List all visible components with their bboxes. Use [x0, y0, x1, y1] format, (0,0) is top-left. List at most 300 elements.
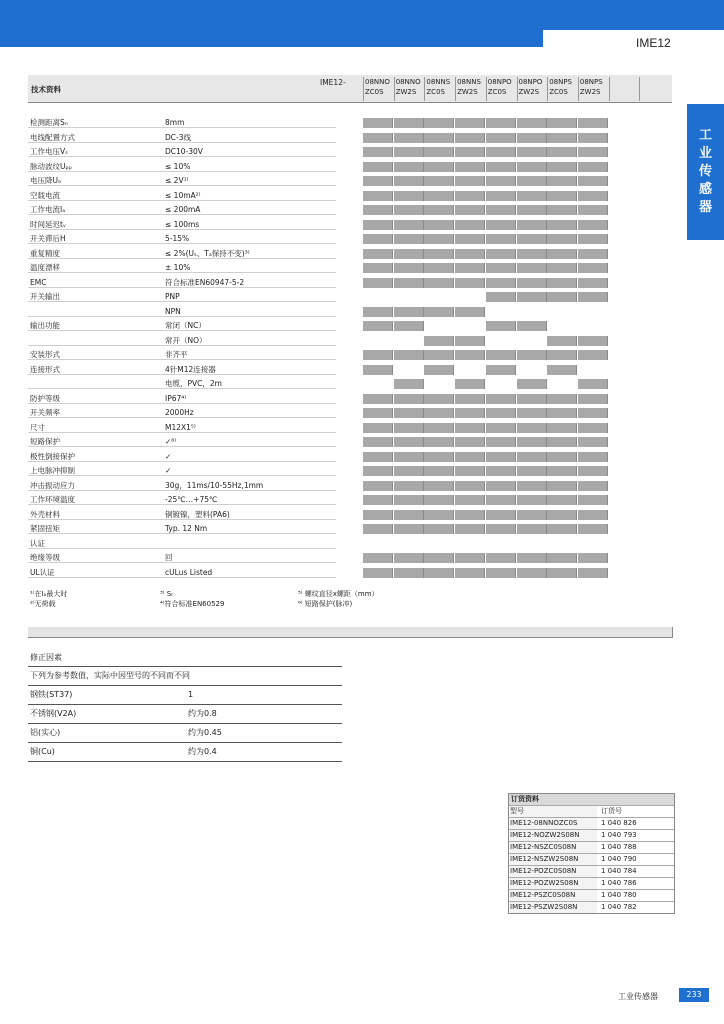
row-rule [28, 533, 336, 534]
spec-label: UL认证 [30, 567, 55, 577]
applicability-cell [424, 423, 454, 433]
spec-value: 30g，11ms/10-55Hz,1mm [165, 480, 264, 490]
footnote: ²⁾无荷载 [30, 600, 56, 608]
applicability-cell [547, 133, 577, 143]
row-rule [28, 417, 336, 418]
applicability-cell [578, 278, 608, 288]
applicability-cell [486, 234, 516, 244]
spec-value: PNP [165, 292, 180, 301]
spec-row [28, 320, 672, 331]
applicability-cell [424, 133, 454, 143]
spec-label: 极性倒接保护 [30, 451, 75, 461]
applicability-cell [578, 379, 608, 389]
applicability-cell [547, 249, 577, 259]
material: 不锈钢(V2A) [30, 709, 77, 718]
applicability-cell [424, 234, 454, 244]
order-model: IME12-PSZW2S08N [510, 902, 597, 913]
applicability-cell [424, 220, 454, 230]
applicability-cell [424, 191, 454, 201]
applicability-cell [486, 524, 516, 534]
applicability-cell [578, 510, 608, 520]
spec-row [28, 146, 672, 157]
applicability-cell [394, 176, 424, 186]
applicability-cell [547, 191, 577, 201]
applicability-cell [394, 118, 424, 128]
applicability-cell [486, 118, 516, 128]
applicability-cell [486, 292, 516, 302]
row-rule [28, 403, 336, 404]
applicability-cell [578, 524, 608, 534]
footnote: ¹⁾在Iₐ最大时 [30, 590, 68, 598]
applicability-cell [547, 510, 577, 520]
order-row [509, 901, 674, 913]
applicability-cell [394, 510, 424, 520]
order-model: IME12-PSZC0S08N [510, 890, 597, 901]
order-row [509, 841, 674, 853]
applicability-cell [578, 466, 608, 476]
applicability-cell [363, 249, 393, 259]
spec-row [28, 480, 672, 491]
order-number: 1 040 782 [601, 903, 637, 911]
footer-section: 工业传感器 [618, 992, 658, 1001]
applicability-cell [547, 234, 577, 244]
applicability-cell [363, 321, 393, 331]
applicability-cell [547, 394, 577, 404]
applicability-cell [517, 133, 547, 143]
correction-row [28, 685, 342, 704]
applicability-cell [486, 466, 516, 476]
applicability-cell [517, 278, 547, 288]
applicability-cell [547, 278, 577, 288]
spec-label: 认证 [30, 538, 45, 548]
applicability-cell [486, 365, 516, 375]
applicability-cell [517, 510, 547, 520]
spec-value: Typ. 12 Nm [165, 524, 208, 533]
spec-label: 工作电流Iₐ [30, 205, 66, 214]
row-rule [28, 200, 336, 201]
order-number: 1 040 780 [601, 891, 637, 899]
order-number: 1 040 790 [601, 855, 637, 863]
spec-value: NPN [165, 306, 181, 316]
row-rule [28, 345, 336, 346]
spec-value: ≤ 2%(Uₛ、Tₐ保持不变)³⁾ [165, 248, 250, 258]
applicability-cell [578, 408, 608, 418]
applicability-cell [394, 263, 424, 273]
spec-label: 脉动波纹Uₚₚ [30, 161, 72, 171]
applicability-cell [578, 118, 608, 128]
footnote: ³⁾ Sᵣ [160, 590, 174, 598]
spec-label: 温度漂移 [30, 263, 60, 272]
applicability-cell [547, 292, 577, 302]
applicability-cell [424, 495, 454, 505]
applicability-cell [394, 437, 424, 447]
applicability-cell [394, 307, 424, 317]
applicability-cell [394, 205, 424, 215]
spec-value: cULus Listed [165, 567, 213, 577]
applicability-cell [486, 147, 516, 157]
spec-label: 紧固扭矩 [30, 524, 60, 533]
applicability-cell [517, 321, 547, 331]
applicability-cell [394, 278, 424, 288]
correction-note-row [28, 666, 342, 685]
applicability-cell [394, 249, 424, 259]
applicability-cell [394, 234, 424, 244]
spec-row [28, 204, 672, 215]
applicability-cell [424, 147, 454, 157]
spec-value: ≤ 200mA [165, 205, 201, 214]
page-number: 233 [679, 988, 709, 1002]
column-header: 08NNS ZW2S [455, 77, 487, 101]
applicability-cell [394, 350, 424, 360]
applicability-cell [547, 350, 577, 360]
applicability-cell [517, 394, 547, 404]
spec-row [28, 523, 672, 534]
applicability-cell [424, 118, 454, 128]
column-header: 08NPS ZW2S [578, 77, 610, 101]
spec-label: 电线配置方式 [30, 132, 75, 142]
spec-row [28, 132, 672, 143]
spec-value: ✓ [165, 466, 172, 475]
spec-value: 2000Hz [165, 408, 194, 417]
applicability-cell [517, 191, 547, 201]
correction-row [28, 723, 342, 742]
column-header: 08NPS ZC0S [547, 77, 579, 101]
applicability-cell [394, 466, 424, 476]
column-header: 08NNO ZW2S [394, 77, 426, 101]
applicability-cell [578, 263, 608, 273]
applicability-cell [455, 568, 485, 578]
spec-row [28, 422, 672, 433]
applicability-cell [455, 205, 485, 215]
applicability-cell [517, 423, 547, 433]
order-model: IME12-NSZW2S08N [510, 854, 597, 865]
applicability-cell [363, 176, 393, 186]
applicability-cell [578, 336, 608, 346]
applicability-cell [486, 278, 516, 288]
footnote: ⁵⁾ 螺纹直径x螺距（mm） [298, 590, 379, 598]
applicability-cell [424, 263, 454, 273]
spec-row [28, 407, 672, 418]
order-number: 1 040 786 [601, 879, 637, 887]
row-rule [28, 229, 336, 230]
applicability-cell [517, 408, 547, 418]
footnote: ⁶⁾ 短路保护(脉冲) [298, 600, 353, 608]
order-col-number: 订货号 [601, 807, 622, 815]
spec-label: 开关输出 [30, 292, 60, 301]
applicability-cell [578, 220, 608, 230]
applicability-cell [394, 408, 424, 418]
applicability-cell [455, 350, 485, 360]
applicability-cell [455, 307, 485, 317]
applicability-cell [363, 365, 393, 375]
applicability-cell [578, 249, 608, 259]
applicability-cell [578, 423, 608, 433]
spec-value: 非齐平 [165, 350, 188, 359]
column-header: 08NPO ZC0S [486, 77, 518, 101]
spec-label: 外壳材料 [30, 509, 60, 519]
applicability-cell [363, 162, 393, 172]
order-row [509, 853, 674, 865]
applicability-cell [424, 524, 454, 534]
applicability-cell [486, 553, 516, 563]
applicability-cell [363, 350, 393, 360]
applicability-cell [424, 437, 454, 447]
applicability-cell [424, 336, 454, 346]
applicability-cell [517, 220, 547, 230]
row-rule [28, 374, 336, 375]
top-banner-notch [543, 30, 724, 47]
applicability-cell [394, 379, 424, 389]
spec-value: M12X1⁵⁾ [165, 422, 196, 432]
row-rule [28, 301, 336, 302]
applicability-cell [455, 553, 485, 563]
applicability-cell [486, 408, 516, 418]
applicability-cell [424, 205, 454, 215]
side-tab-char: 业 [698, 146, 712, 161]
spec-value: ≤ 10% [165, 161, 191, 171]
spec-value: ≤ 2V¹⁾ [165, 176, 189, 185]
applicability-cell [547, 220, 577, 230]
spec-row [28, 306, 672, 317]
correction-row [28, 742, 342, 762]
applicability-cell [363, 437, 393, 447]
applicability-cell [363, 568, 393, 578]
spec-table-header [28, 75, 672, 103]
spec-label: 时间延迟tᵥ [30, 219, 67, 229]
spec-row [28, 538, 672, 549]
applicability-cell [424, 408, 454, 418]
applicability-cell [424, 466, 454, 476]
row-rule [28, 185, 336, 186]
applicability-cell [424, 278, 454, 288]
spec-row [28, 349, 672, 360]
applicability-cell [578, 176, 608, 186]
side-tab-char: 感 [698, 182, 712, 197]
correction-note: 下列为参考数值，实际中因型号的不同而不同 [30, 671, 190, 680]
applicability-cell [455, 437, 485, 447]
applicability-cell [578, 452, 608, 462]
applicability-cell [486, 321, 516, 331]
spec-value: ± 10% [165, 263, 191, 272]
order-model: IME12-08NNOZC0S [510, 818, 597, 829]
applicability-cell [455, 162, 485, 172]
applicability-cell [547, 466, 577, 476]
applicability-cell [394, 524, 424, 534]
order-number: 1 040 784 [601, 867, 637, 875]
applicability-cell [424, 307, 454, 317]
row-rule [28, 562, 336, 563]
side-tab-char: 工 [698, 128, 712, 143]
spec-label: 空载电流 [30, 190, 60, 200]
applicability-cell [547, 118, 577, 128]
spec-label: 开关滞后H [30, 234, 66, 243]
order-number: 1 040 793 [601, 831, 637, 839]
spec-value: 符合标准EN60947-5-2 [165, 277, 245, 287]
applicability-cell [363, 234, 393, 244]
applicability-cell [455, 147, 485, 157]
applicability-cell [363, 452, 393, 462]
order-row [509, 817, 674, 829]
applicability-cell [455, 510, 485, 520]
applicability-cell [517, 437, 547, 447]
applicability-cell [455, 524, 485, 534]
applicability-cell [363, 408, 393, 418]
applicability-cell [363, 466, 393, 476]
spec-label: 防护等级 [30, 393, 60, 403]
spec-label: 安装形式 [30, 350, 60, 359]
spec-label: EMC [30, 277, 47, 287]
spec-row [28, 436, 672, 447]
applicability-cell [424, 249, 454, 259]
spec-row [28, 291, 672, 302]
applicability-cell [455, 379, 485, 389]
spec-value: ≤ 10mA²⁾ [165, 190, 201, 200]
applicability-cell [363, 263, 393, 273]
applicability-cell [517, 162, 547, 172]
applicability-cell [455, 234, 485, 244]
applicability-cell [424, 568, 454, 578]
row-rule [28, 330, 336, 331]
applicability-cell [363, 278, 393, 288]
applicability-cell [547, 524, 577, 534]
applicability-cell [547, 408, 577, 418]
spec-value: 8mm [165, 118, 185, 127]
spec-label: 连接形式 [30, 364, 60, 374]
correction-factors-table [28, 650, 342, 762]
spec-value: 回 [165, 553, 173, 562]
applicability-cell [455, 423, 485, 433]
applicability-cell [424, 553, 454, 563]
applicability-cell [424, 365, 454, 375]
spec-row [28, 262, 672, 273]
spec-row [28, 509, 672, 520]
applicability-cell [517, 466, 547, 476]
applicability-cell [363, 423, 393, 433]
applicability-cell [455, 495, 485, 505]
material: 铜(Cu) [30, 747, 55, 756]
applicability-cell [455, 481, 485, 491]
applicability-cell [363, 133, 393, 143]
applicability-cell [517, 524, 547, 534]
column-header: 08NNS ZC0S [424, 77, 456, 101]
column-header-empty [639, 77, 671, 101]
applicability-cell [424, 452, 454, 462]
applicability-cell [486, 350, 516, 360]
applicability-cell [424, 394, 454, 404]
order-number: 1 040 788 [601, 843, 637, 851]
applicability-cell [547, 568, 577, 578]
spec-value: DC-3线 [165, 132, 191, 142]
applicability-cell [517, 379, 547, 389]
applicability-cell [486, 423, 516, 433]
applicability-cell [517, 350, 547, 360]
spec-row [28, 465, 672, 476]
spec-value: ≤ 100ms [165, 219, 200, 229]
row-rule [28, 388, 336, 389]
spec-value: 常开（NO） [165, 335, 207, 345]
spec-row [28, 451, 672, 462]
applicability-cell [517, 249, 547, 259]
applicability-cell [547, 205, 577, 215]
spec-value: 常闭（NC） [165, 321, 206, 330]
applicability-cell [517, 118, 547, 128]
row-rule [28, 548, 336, 549]
side-tab-char: 传 [698, 164, 712, 179]
correction-row [28, 704, 342, 723]
spec-label: 开关频率 [30, 408, 60, 417]
applicability-cell [547, 365, 577, 375]
applicability-cell [455, 394, 485, 404]
applicability-cell [424, 481, 454, 491]
row-rule [28, 432, 336, 433]
applicability-cell [547, 423, 577, 433]
applicability-cell [517, 292, 547, 302]
spec-row [28, 175, 672, 186]
applicability-cell [455, 118, 485, 128]
applicability-cell [578, 205, 608, 215]
order-model: IME12-POZW2S08N [510, 878, 597, 889]
row-rule [28, 171, 336, 172]
applicability-cell [578, 553, 608, 563]
applicability-cell [424, 510, 454, 520]
applicability-cell [517, 553, 547, 563]
applicability-cell [517, 481, 547, 491]
spec-value: 铜镀镍，塑料(PA6) [165, 509, 230, 519]
footnote: ⁴⁾符合标准EN60529 [160, 600, 225, 608]
applicability-cell [486, 176, 516, 186]
spec-label: 上电脉冲抑制 [30, 466, 75, 475]
applicability-cell [486, 452, 516, 462]
spec-row [28, 117, 672, 128]
applicability-cell [578, 133, 608, 143]
applicability-cell [394, 423, 424, 433]
applicability-cell [578, 481, 608, 491]
applicability-cell [547, 437, 577, 447]
applicability-cell [394, 147, 424, 157]
row-rule [28, 214, 336, 215]
row-rule [28, 243, 336, 244]
applicability-cell [455, 249, 485, 259]
order-model: IME12-NOZW2S08N [510, 830, 597, 841]
applicability-cell [578, 437, 608, 447]
spec-label: 输出功能 [30, 321, 60, 330]
applicability-cell [517, 147, 547, 157]
applicability-cell [363, 205, 393, 215]
applicability-cell [547, 481, 577, 491]
row-rule [28, 504, 336, 505]
applicability-cell [394, 220, 424, 230]
applicability-cell [486, 249, 516, 259]
product-name: IME12 [636, 36, 671, 50]
applicability-cell [578, 191, 608, 201]
spec-table-title: 技术资料 [31, 85, 61, 94]
applicability-cell [363, 191, 393, 201]
spec-value: 5-15% [165, 234, 190, 243]
applicability-cell [547, 176, 577, 186]
spec-row [28, 233, 672, 244]
applicability-cell [455, 278, 485, 288]
applicability-cell [363, 307, 393, 317]
applicability-cell [486, 191, 516, 201]
row-rule [28, 258, 336, 259]
applicability-cell [455, 336, 485, 346]
applicability-cell [547, 553, 577, 563]
row-rule [28, 519, 336, 520]
material: 铝(实心) [30, 728, 61, 737]
row-rule [28, 272, 336, 273]
spec-label: 电压降Uₔ [30, 176, 62, 185]
applicability-cell [363, 220, 393, 230]
